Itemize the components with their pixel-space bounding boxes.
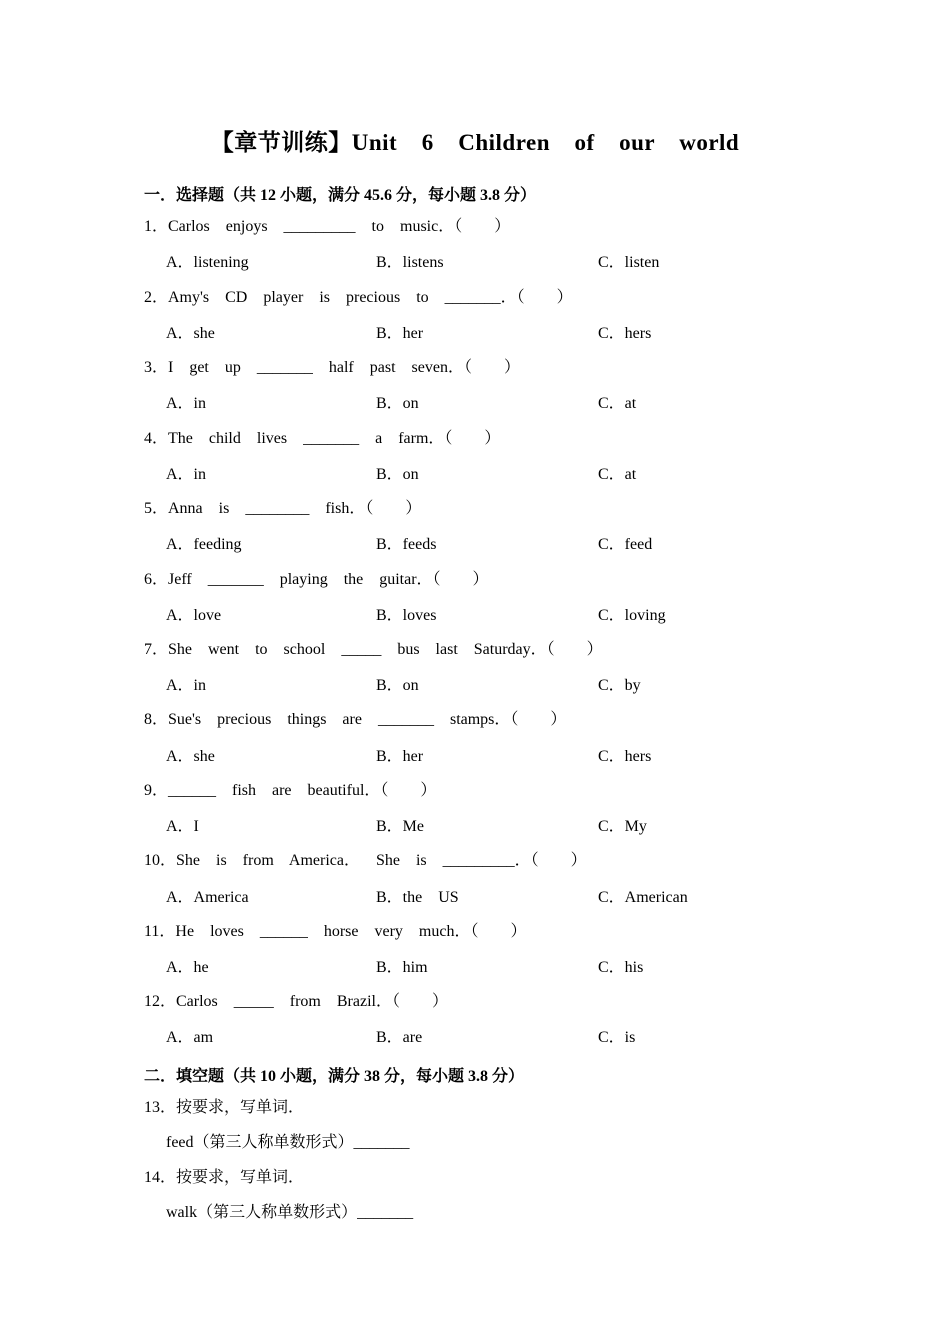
option-a: A．America bbox=[166, 889, 249, 906]
option-a: A．am bbox=[166, 1029, 214, 1046]
option-a: A．in bbox=[166, 395, 207, 412]
options-6 bbox=[166, 606, 866, 626]
question-2: 2．Amy's CD player is precious to _______．（ ） bbox=[144, 289, 573, 306]
option-a: A．feeding bbox=[166, 536, 242, 553]
option-b: B．Me bbox=[376, 818, 425, 835]
question-11: 11．He loves ______ horse very much．（ ） bbox=[144, 923, 527, 940]
option-b: B．the US bbox=[376, 889, 459, 906]
option-c: C．at bbox=[598, 466, 637, 483]
option-b: B．him bbox=[376, 959, 428, 976]
option-b: B．her bbox=[376, 325, 424, 342]
option-a: A．she bbox=[166, 748, 215, 765]
option-a: A．in bbox=[166, 677, 207, 694]
option-c: C．hers bbox=[598, 325, 652, 342]
options-3 bbox=[166, 394, 866, 414]
options-10 bbox=[166, 888, 866, 908]
question-14-prompt: walk（第三人称单数形式）_______ bbox=[166, 1204, 414, 1221]
question-4: 4．The child lives _______ a farm．（ ） bbox=[144, 430, 501, 447]
option-b: B．her bbox=[376, 748, 424, 765]
option-c: C．My bbox=[598, 818, 647, 835]
question-13-prompt: feed（第三人称单数形式）_______ bbox=[166, 1134, 410, 1151]
section-heading-fill-in: 二．填空题（共 10 小题，满分 38 分，每小题 3.8 分） bbox=[144, 1068, 525, 1085]
options-1 bbox=[166, 253, 866, 273]
question-5: 5．Anna is ________ fish．（ ） bbox=[144, 500, 422, 517]
question-14: 14．按要求，写单词． bbox=[144, 1169, 305, 1186]
question-9: 9．______ fish are beautiful．（ ） bbox=[144, 782, 437, 799]
option-a: A．in bbox=[166, 466, 207, 483]
question-13: 13．按要求，写单词． bbox=[144, 1099, 305, 1116]
question-12: 12．Carlos _____ from Brazil．（ ） bbox=[144, 993, 448, 1010]
question-6: 6．Jeff _______ playing the guitar．（ ） bbox=[144, 571, 489, 588]
options-12 bbox=[166, 1028, 866, 1048]
option-a: A．she bbox=[166, 325, 215, 342]
options-5 bbox=[166, 535, 866, 555]
option-c: C．his bbox=[598, 959, 644, 976]
option-c: C．hers bbox=[598, 748, 652, 765]
options-9 bbox=[166, 817, 866, 837]
options-8 bbox=[166, 747, 866, 767]
option-b: B．on bbox=[376, 395, 419, 412]
option-c: C．by bbox=[598, 677, 641, 694]
option-a: A．I bbox=[166, 818, 199, 835]
question-3: 3．I get up _______ half past seven．（ ） bbox=[144, 359, 520, 376]
page-title: 【章节训练】Unit 6 Children of our world bbox=[210, 130, 740, 155]
option-c: C．loving bbox=[598, 607, 666, 624]
option-b: B．on bbox=[376, 466, 419, 483]
option-c: C．at bbox=[598, 395, 637, 412]
option-b: B．listens bbox=[376, 254, 444, 271]
options-7 bbox=[166, 676, 866, 696]
option-b: B．on bbox=[376, 677, 419, 694]
options-11 bbox=[166, 958, 866, 978]
options-4 bbox=[166, 465, 866, 485]
option-c: C．is bbox=[598, 1029, 636, 1046]
section-heading-choice: 一．选择题（共 12 小题，满分 45.6 分，每小题 3.8 分） bbox=[144, 187, 537, 204]
options-2 bbox=[166, 324, 866, 344]
option-c: C．listen bbox=[598, 254, 660, 271]
option-b: B．feeds bbox=[376, 536, 437, 553]
question-8: 8．Sue's precious things are _______ stamps．（ ） bbox=[144, 711, 567, 728]
option-b: B．are bbox=[376, 1029, 423, 1046]
option-b: B．loves bbox=[376, 607, 437, 624]
option-c: C．feed bbox=[598, 536, 653, 553]
option-c: C．American bbox=[598, 889, 688, 906]
question-1: 1．Carlos enjoys _________ to music．（ ） bbox=[144, 218, 511, 235]
question-10: 10．She is from America． She is _________．（ ） bbox=[144, 852, 587, 869]
question-7: 7．She went to school _____ bus last Saturday．（ ） bbox=[144, 641, 603, 658]
option-a: A．listening bbox=[166, 254, 249, 271]
option-a: A．love bbox=[166, 607, 222, 624]
option-a: A．he bbox=[166, 959, 209, 976]
